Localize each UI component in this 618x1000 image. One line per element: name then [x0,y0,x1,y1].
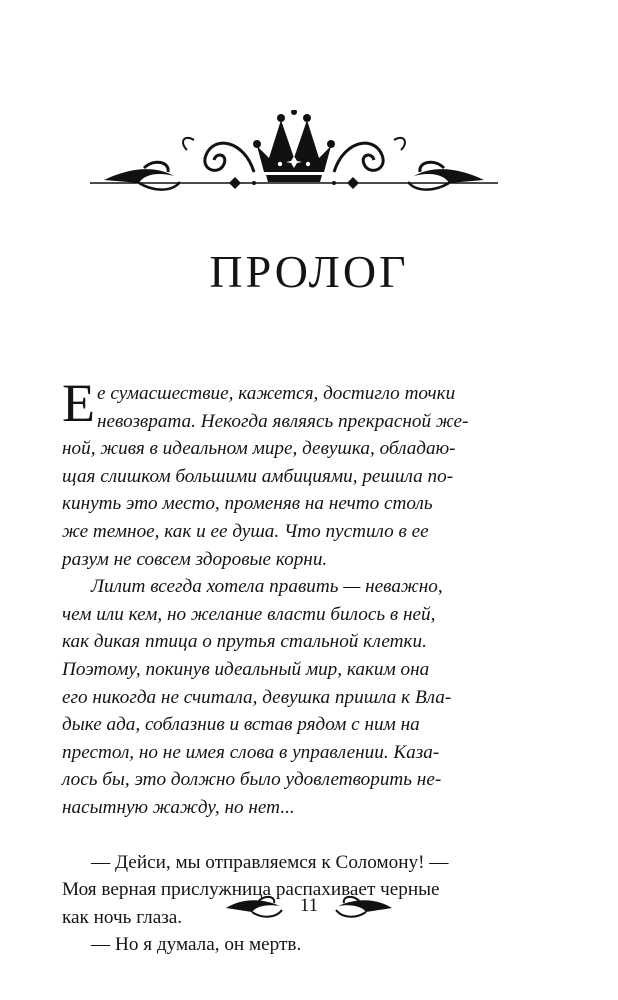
text-line: Поэтому, покинув идеальный мир, каким она [62,658,430,680]
body-text [62,373,520,959]
paragraph-1 [62,373,520,573]
drop-cap-letter: Е [62,373,95,433]
text-line: е сумасшествие, кажется, достигло точки [97,383,456,404]
text-line: же темное, как и ее душа. Что пустило в ее [62,520,429,542]
text-line: его никогда не считала, девушка пришла к Вла- [62,686,452,708]
text-line: Лилит всегда хотела править — неважно, [91,576,443,598]
text-line: как дикая птица о прутья стальной клетки. [62,631,427,653]
text-line: разум не совсем здоровые корни. [62,548,328,570]
text-line: невозврата. Некогда являясь прекрасной же- [97,410,469,432]
text-line: насытную жажду, но нет... [62,796,295,818]
dialogue-2 [62,931,520,959]
text-line: кинуть это место, променяв на нечто столь [62,493,433,515]
text-line: престол, но не имея слова в управлении. Каза- [62,741,440,763]
text-line: щая слишком большими амбициями, решила по- [62,465,454,487]
text-line: ной, живя в идеальном мире, девушка, обладаю- [62,438,456,460]
text-line: — Но я думала, он мертв. [91,934,302,956]
crown-flourish-ornament-icon [84,110,504,205]
chapter-title: ПРОЛОГ [209,246,409,297]
text-line: дыке ада, соблазнив и встав рядом с ним на [62,714,420,736]
page-number: 11 [299,895,319,916]
section-gap [62,822,520,849]
text-line: — Дейси, мы отправляемся к Соломону! — [91,851,449,873]
text-line: Моя верная прислужница распахивает черные [62,879,440,901]
page-footer [222,888,396,926]
text-line: лось бы, это должно было удовлетворить не- [62,769,442,791]
text-line: чем или кем, но желание власти билось в ней, [62,603,436,625]
paragraph-2 [62,573,520,821]
text-line: как ночь глаза. [62,906,183,928]
